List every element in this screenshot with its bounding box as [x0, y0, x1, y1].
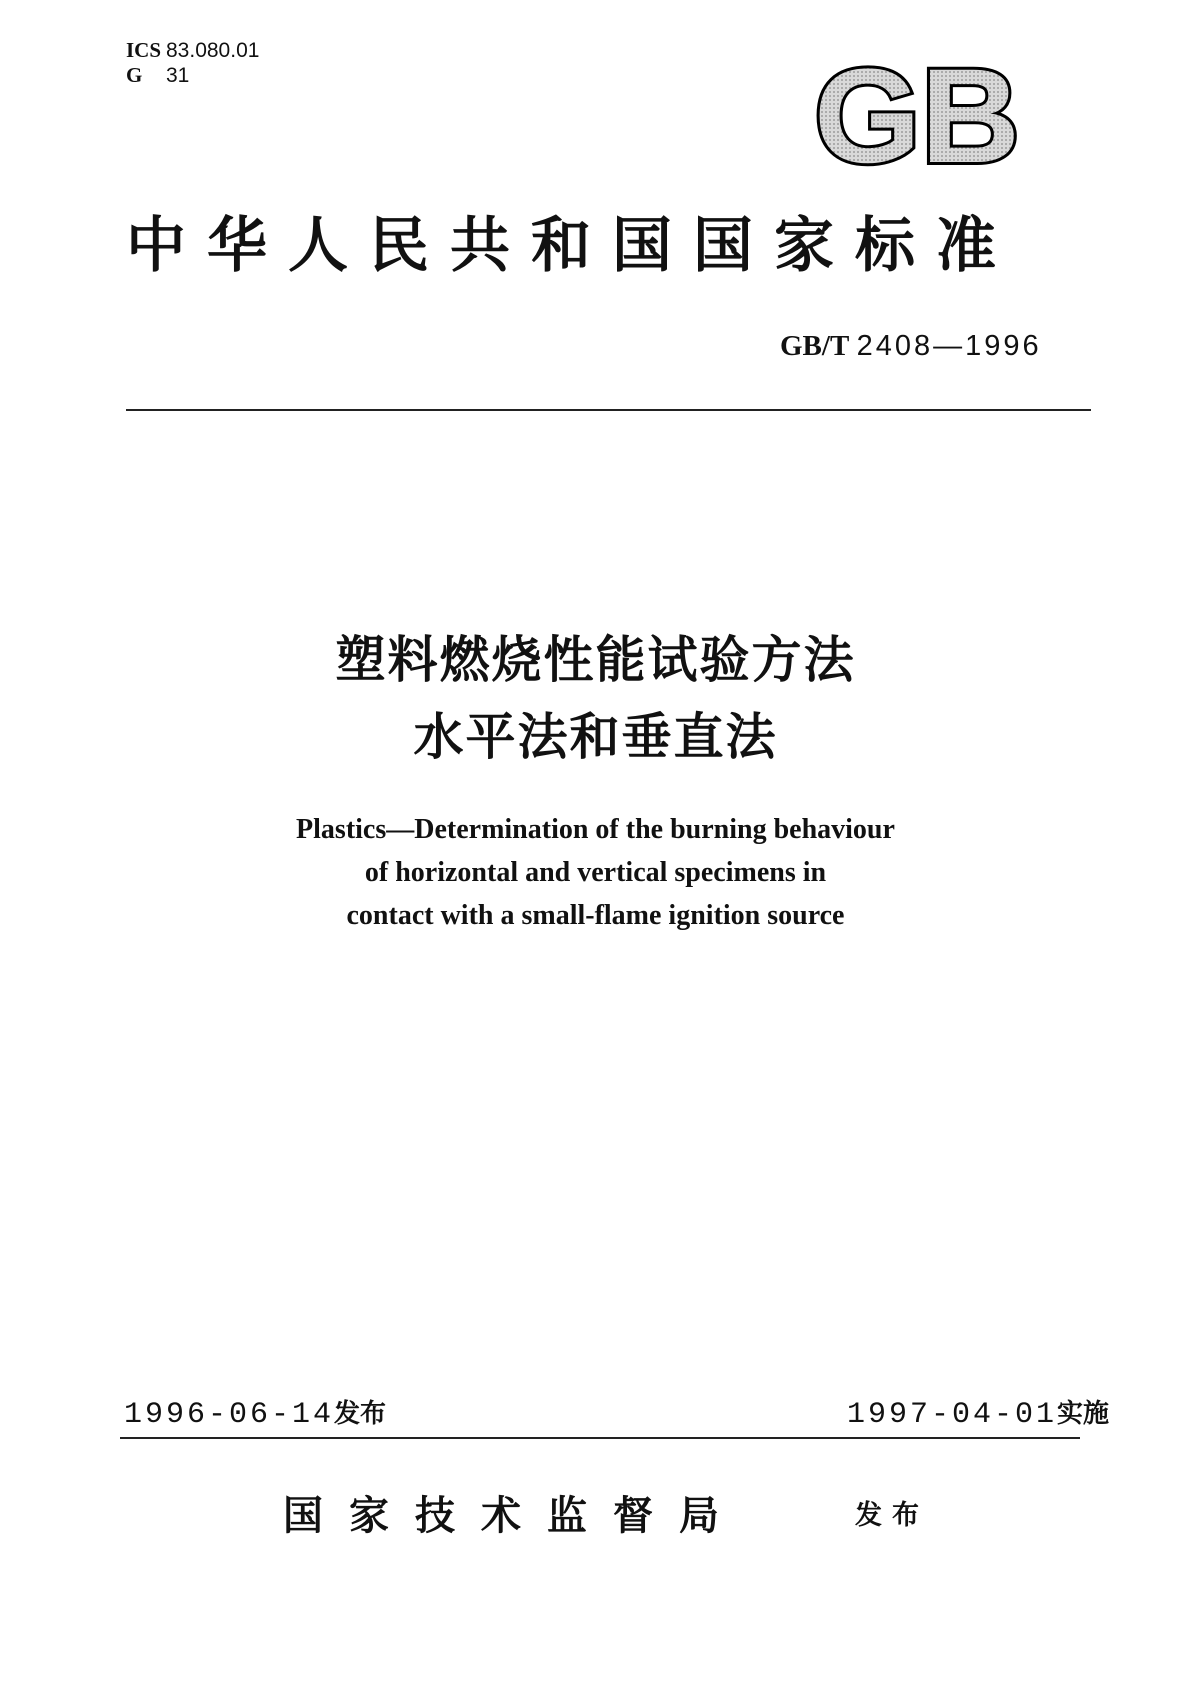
english-title [0, 808, 1191, 937]
standard-number-value: 2408—1996 [856, 330, 1042, 362]
issue-date: 1996-06-14 [124, 1398, 335, 1432]
english-title-line-2: of horizontal and vertical specimens in [364, 857, 827, 888]
footer-divider [120, 1437, 1080, 1439]
effective-label: 实施 [1057, 1399, 1110, 1429]
effective-date: 1997-04-01 [847, 1398, 1058, 1432]
classification-codes [126, 38, 259, 88]
g-value: 31 [166, 64, 190, 87]
standard-number [780, 330, 1042, 363]
ics-label: ICS [126, 38, 162, 62]
english-title-line-1: Plastics—Determination of the burning behaviour [296, 814, 895, 845]
chinese-title-line-2: 水平法和垂直法 [413, 708, 778, 766]
english-title-line-3: contact with a small-flame ignition source [346, 900, 845, 931]
header-divider [126, 409, 1091, 411]
g-code-line [126, 63, 259, 88]
standard-prefix: GB/T [780, 330, 850, 362]
gb-logo [808, 58, 1026, 174]
chinese-title-line-1: 塑料燃烧性能试验方法 [335, 631, 856, 689]
issue-label: 发布 [334, 1399, 387, 1429]
gb-logo-text: GB [814, 58, 1020, 174]
issue-date-block [124, 1393, 386, 1432]
issuing-authority: 国家技术监督局 [283, 1492, 745, 1539]
national-standard-title: 中华人民共和国国家标准 [126, 211, 1017, 281]
ics-value: 83.080.01 [166, 39, 260, 62]
effective-date-block [847, 1393, 1109, 1432]
ics-code-line [126, 38, 259, 63]
g-label: G [126, 63, 143, 87]
publish-label: 发布 [855, 1500, 929, 1531]
